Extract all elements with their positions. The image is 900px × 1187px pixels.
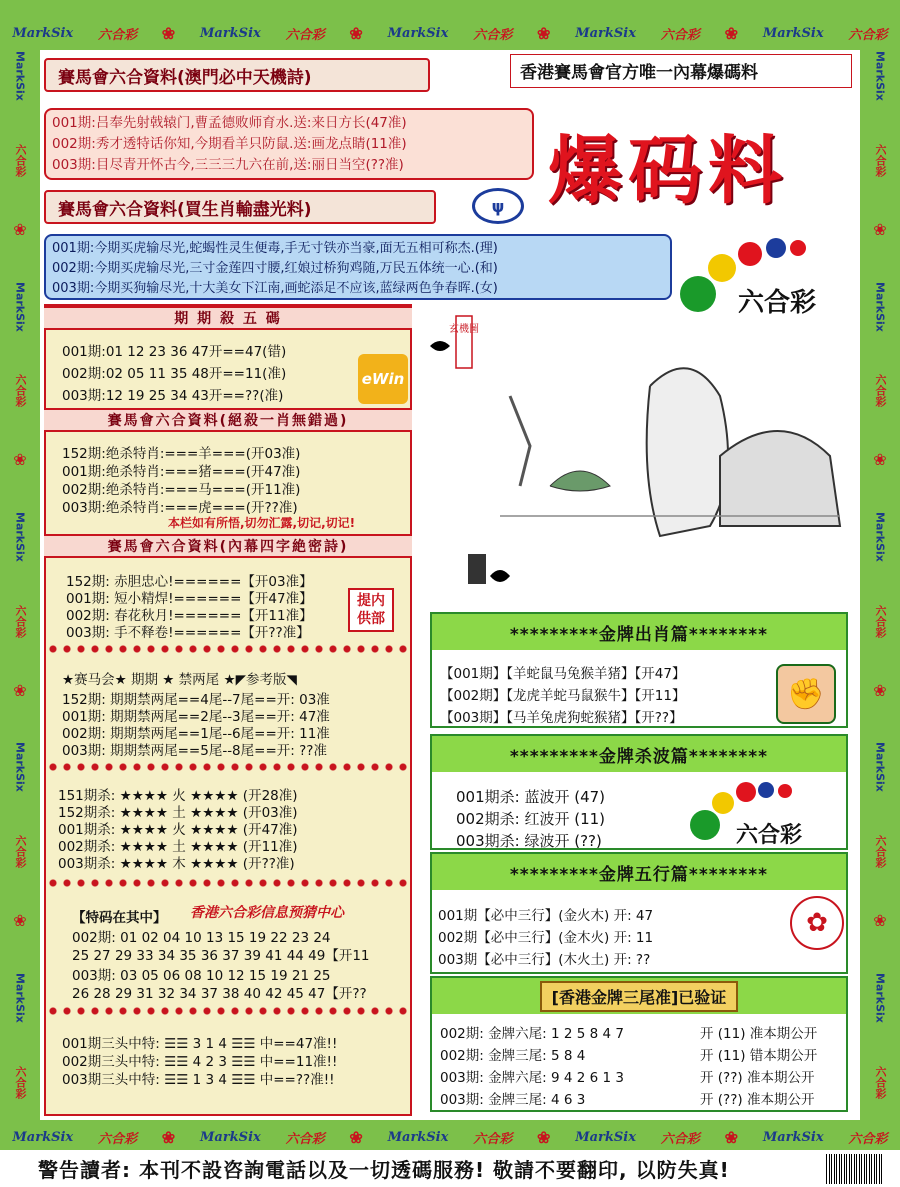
border-lhc: 六合彩 (660, 1131, 700, 1147)
border-marksix: MarkSix (12, 1129, 74, 1145)
border-lhc: 六合彩 (874, 835, 887, 869)
ball-icon (690, 810, 720, 840)
flower-icon: ❀ (537, 1127, 551, 1147)
poem1-line: 002期:秀才透特话你知,今期看羊只防鼠.送:画龙点睛(11准) (52, 136, 407, 152)
kill1-row: 003期:绝杀特肖:===虎===(开??准) (62, 500, 298, 516)
gold-tail-head (432, 978, 846, 1014)
zodiac-title-bar: 賽馬會六合資料(買生肖輸盡光料) (44, 190, 436, 224)
star-row: 003期杀: ★★★★ 木 ★★★★ (开??准) (58, 856, 295, 872)
four-row: 001期: 短小精焊!======【开47准】 (66, 591, 313, 607)
star-row: 001期杀: ★★★★ 火 ★★★★ (开47准) (58, 822, 298, 838)
tail-row: 002期: 期期禁两尾==1尾--6尾==开: 11准 (62, 726, 330, 742)
poem2-line: 003期:今期买狗输尽光,十大美女下江南,画蛇添足不应该,蓝绿两色争春晖.(女) (52, 281, 498, 296)
poem1-line: 003期:目尽青开怀古今,三三三九六在前,送:丽日当空(??准) (52, 157, 404, 173)
border-marksix: MarkSix (873, 742, 887, 793)
flower-icon: ❀ (870, 450, 890, 470)
flower-icon: ❀ (349, 1127, 363, 1147)
ball-icon (790, 240, 806, 256)
film-icon (468, 554, 486, 584)
border-marksix: MarkSix (13, 281, 27, 332)
border-lhc: 六合彩 (285, 27, 325, 43)
border-lhc: 六合彩 (14, 144, 27, 178)
lhc-label-mid: 六合彩 (736, 822, 803, 848)
gold-tail-title: [香港金牌三尾准]已验证 (540, 981, 739, 1012)
kill5-head: 期 期 殺 五 碼 (44, 306, 412, 330)
border-marksix: MarkSix (873, 51, 887, 102)
code-row: 26 28 29 31 32 34 37 38 40 42 45 47【开?? (72, 986, 367, 1002)
big-title: 爆码料 (548, 128, 788, 214)
flower-icon: ❀ (870, 219, 890, 239)
hand-icon (490, 570, 510, 582)
barcode (826, 1154, 884, 1184)
flower-icon: ❀ (724, 23, 739, 43)
header-subtitle: 香港賽馬會官方唯一內幕爆碼料 (520, 63, 758, 83)
poem1-line: 001期:吕奉先射戟辕门,曹孟德败师育水.送:来日方长(47准) (52, 115, 407, 131)
poem2-line: 001期:今期买虎输尽光,蛇蝎性灵生便毒,手无寸铁亦当豪,面无五相可称杰.(理) (52, 241, 498, 256)
border-marksix: MarkSix (873, 281, 887, 332)
border-lhc: 六合彩 (874, 144, 887, 178)
border-lhc: 六合彩 (660, 27, 700, 43)
gold-wave-head: *********金牌杀波篇******** (432, 736, 846, 772)
fist-icon: ✊ (776, 664, 836, 724)
gold-tail-status: 开 (11) 准本期公开 (700, 1026, 818, 1042)
flower-icon: ❀ (10, 450, 30, 470)
four-row: 002期: 春花秋月!======【开11准】 (66, 608, 313, 624)
jockey-club-logo: ψ (472, 188, 524, 224)
ball-icon (758, 782, 774, 798)
ball-icon (738, 242, 762, 266)
poem-box-1 (44, 108, 534, 180)
sketch-label: 玄機圖 (449, 324, 479, 335)
border-lhc: 六合彩 (97, 27, 137, 43)
border-bottom (0, 1122, 900, 1152)
header-title-bar: 賽馬會六合資料(澳門必中天機詩) (44, 58, 430, 92)
info-center-title: 香港六合彩信息预猜中心 (190, 905, 344, 921)
gold-tail-row: 003期: 金牌六尾: 9 4 2 6 1 3 (440, 1070, 624, 1086)
star-row: 152期杀: ★★★★ 土 ★★★★ (开03准) (58, 805, 298, 821)
kill1-row: 152期:绝杀特肖:===羊===(开03准) (62, 446, 301, 462)
warning-text: 警告讀者: 本刊不設咨詢電話以及一切透碼服務! 敬請不要翻印, 以防失真! (0, 1150, 900, 1187)
kill1-row: 002期:绝杀特肖:===马===(开11准) (62, 482, 301, 498)
four-row: 152期: 赤胆忠心!======【开03准】 (66, 574, 313, 590)
flower-icon: ❀ (10, 910, 30, 930)
flower-icon: ❀ (10, 680, 30, 700)
border-left (0, 30, 40, 1120)
gold-zodiac-row: 【002期】【龙虎羊蛇马鼠猴牛】【开11】 (440, 688, 686, 704)
gold-zodiac-head: *********金牌出肖篇******** (432, 614, 846, 650)
border-lhc: 六合彩 (473, 27, 513, 43)
border-marksix: MarkSix (13, 742, 27, 793)
ball-icon (778, 784, 792, 798)
border-marksix: MarkSix (13, 51, 27, 102)
rock (720, 431, 840, 526)
gold-zodiac-row: 【001期】【羊蛇鼠马兔猴羊猪】【开47】 (440, 666, 686, 682)
hand-icon (430, 341, 450, 351)
head3-row: 001期三头中特: ☰☰ 3 1 4 ☰☰ 中==47准!! (62, 1036, 338, 1052)
ball-icon (766, 238, 786, 258)
internal-stamp: 提内 供部 (348, 588, 394, 632)
border-lhc: 六合彩 (14, 374, 27, 408)
border-marksix: MarkSix (762, 25, 824, 41)
sketch-illustration (420, 306, 850, 606)
kill5-row: 002期:02 05 11 35 48开==11(准) (62, 366, 287, 382)
dot-divider (46, 642, 410, 656)
tail-row: 003期: 期期禁两尾==5尾--8尾==开: ??准 (62, 743, 327, 759)
border-marksix: MarkSix (873, 972, 887, 1023)
hk-emblem-icon: ✿ (790, 896, 844, 950)
poem2-line: 002期:今期买虎输尽光,三寸金莲四寸腰,红娘过桥狗鸡随,万民五体统一心.(和) (52, 261, 498, 276)
dot-divider (46, 876, 410, 890)
border-right (860, 30, 900, 1120)
border-marksix: MarkSix (200, 25, 261, 41)
dot-divider (46, 1004, 410, 1018)
flower-icon: ❀ (870, 680, 890, 700)
ewin-logo: eWin (358, 354, 408, 404)
border-top (0, 18, 900, 48)
gold-wave-row: 003期杀: 绿波开 (??) (456, 832, 602, 850)
poem-box-2 (44, 234, 672, 300)
gold-tail-row: 002期: 金牌三尾: 5 8 4 (440, 1048, 586, 1064)
sage-figure (647, 368, 728, 536)
border-lhc: 六合彩 (14, 835, 27, 869)
kill1-head: 賽馬會六合資料(絕殺一肖無錯過) (44, 408, 412, 432)
four-head: 賽馬會六合資料(內幕四字絶密詩) (44, 534, 412, 558)
flower-icon: ❀ (161, 1127, 176, 1147)
border-marksix: MarkSix (762, 1129, 824, 1145)
flower-icon: ❀ (161, 23, 176, 43)
border-marksix: MarkSix (387, 1129, 449, 1145)
turtle-icon (550, 471, 610, 491)
border-marksix: MarkSix (873, 512, 887, 562)
kill5-row: 001期:01 12 23 36 47开==47(错) (62, 344, 287, 360)
head3-row: 002期三头中特: ☰☰ 4 2 3 ☰☰ 中==11准!! (62, 1054, 338, 1070)
border-marksix: MarkSix (387, 25, 449, 41)
border-marksix: MarkSix (13, 512, 27, 562)
border-lhc: 六合彩 (874, 1065, 887, 1099)
ball-icon (712, 792, 734, 814)
dot-divider (46, 760, 410, 774)
border-lhc: 六合彩 (848, 1131, 888, 1147)
code-row: 25 27 29 33 34 35 36 37 39 41 44 49【开11 (72, 948, 370, 964)
gold-tail-row: 003期: 金牌三尾: 4 6 3 (440, 1092, 586, 1108)
border-marksix: MarkSix (200, 1129, 261, 1145)
gold-wave-row: 002期杀: 红波开 (11) (456, 810, 606, 828)
border-lhc: 六合彩 (97, 1131, 137, 1147)
code-label: 【特码在其中】 (72, 910, 167, 926)
gold-tail-row: 002期: 金牌六尾: 1 2 5 8 4 7 (440, 1026, 624, 1042)
tail-row: ★赛马会★ 期期 ★ 禁两尾 ★◤参考版◥ (62, 672, 297, 688)
gold-zodiac-row: 【003期】【马羊兔虎狗蛇猴猪】【开??】 (440, 710, 683, 726)
flower-icon: ❀ (724, 1127, 739, 1147)
border-lhc: 六合彩 (874, 374, 887, 408)
gold-five-row: 003期【必中三行】(木火土) 开: ?? (438, 952, 651, 968)
flower-icon: ❀ (10, 219, 30, 239)
border-lhc: 六合彩 (473, 1131, 513, 1147)
kill5-row: 003期:12 19 25 34 43开==??(准) (62, 388, 284, 404)
border-marksix: MarkSix (12, 25, 74, 41)
tail-row: 152期: 期期禁两尾==4尾--7尾==开: 03准 (62, 692, 330, 708)
border-marksix: MarkSix (575, 25, 636, 41)
branch (510, 396, 530, 486)
border-lhc: 六合彩 (848, 27, 888, 43)
ball-icon (736, 782, 756, 802)
ball-icon (708, 254, 736, 282)
kill1-row: 001期:绝杀特肖:===猪===(开47准) (62, 464, 301, 480)
flower-icon: ❀ (870, 910, 890, 930)
kill1-note: 本栏如有所悟,切勿汇露,切记,切记! (168, 516, 356, 530)
flower-icon: ❀ (349, 23, 363, 43)
gold-tail-status: 开 (??) 准本期公开 (700, 1070, 815, 1086)
gold-five-head: *********金牌五行篇******** (432, 854, 846, 890)
four-row: 003期: 手不释卷!======【开??准】 (66, 625, 310, 641)
code-row: 003期: 03 05 06 08 10 12 15 19 21 25 (72, 968, 331, 984)
gold-wave-row: 001期杀: 蓝波开 (47) (456, 788, 606, 806)
flower-icon: ❀ (537, 23, 551, 43)
gold-five-row: 001期【必中三行】(金火木) 开: 47 (438, 908, 654, 924)
gold-tail-status: 开 (??) 准本期公开 (700, 1092, 815, 1108)
tail-row: 001期: 期期禁两尾==2尾--3尾==开: 47准 (62, 709, 330, 725)
code-row: 002期: 01 02 04 10 13 15 19 22 23 24 (72, 930, 331, 946)
gold-tail-status: 开 (11) 错本期公开 (700, 1048, 818, 1064)
star-row: 002期杀: ★★★★ 土 ★★★★ (开11准) (58, 839, 298, 855)
star-row: 151期杀: ★★★★ 火 ★★★★ (开28准) (58, 788, 298, 804)
border-marksix: MarkSix (575, 1129, 636, 1145)
lhc-label-top: 六合彩 (738, 288, 817, 318)
border-lhc: 六合彩 (14, 604, 27, 638)
border-lhc: 六合彩 (285, 1131, 325, 1147)
border-marksix: MarkSix (13, 972, 27, 1023)
border-lhc: 六合彩 (14, 1065, 27, 1099)
border-lhc: 六合彩 (874, 604, 887, 638)
gold-five-row: 002期【必中三行】(金木火) 开: 11 (438, 930, 654, 946)
head3-row: 003期三头中特: ☰☰ 1 3 4 ☰☰ 中==??准!! (62, 1072, 335, 1088)
